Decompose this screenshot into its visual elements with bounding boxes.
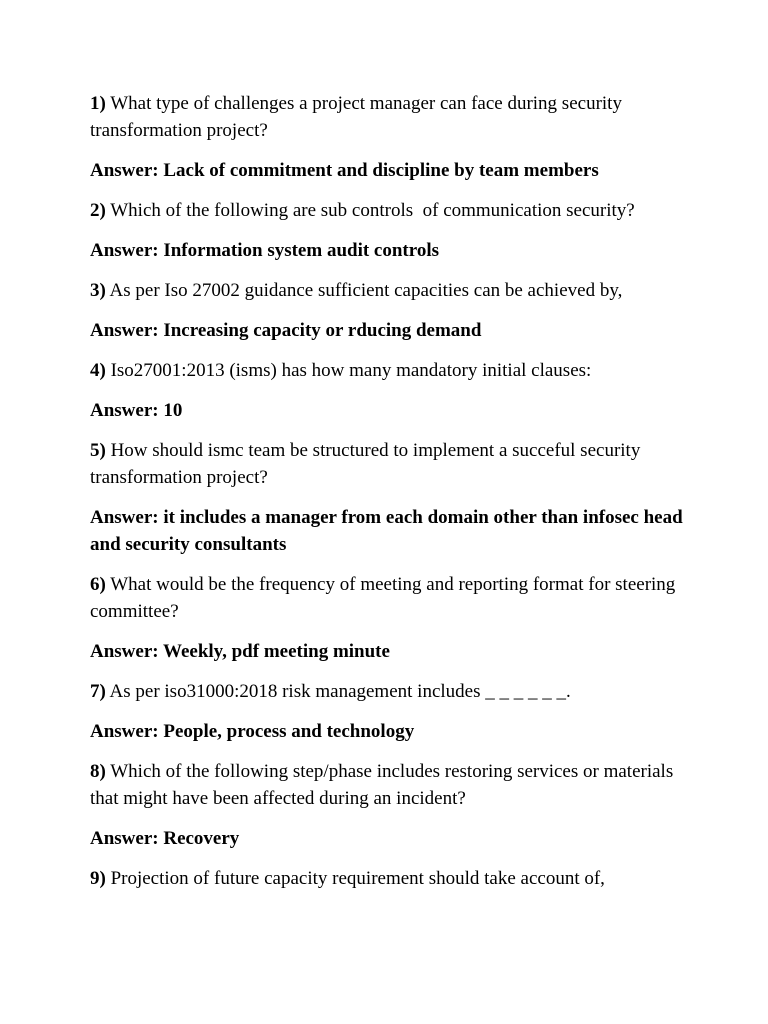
question-text: As per iso31000:2018 risk management includes _ _ _ _ _ _. <box>109 681 571 702</box>
question-9 <box>90 865 690 892</box>
question-number: 5) <box>90 440 106 461</box>
answer-6: Answer: Weekly, pdf meeting minute <box>90 641 390 662</box>
question-text: Iso27001:2013 (isms) has how many mandatory initial clauses: <box>110 360 592 381</box>
question-6 <box>90 571 690 625</box>
question-1 <box>90 90 690 144</box>
question-text: Projection of future capacity requirement should take account of, <box>110 868 605 889</box>
question-number: 1) <box>90 93 106 114</box>
question-number: 6) <box>90 574 106 595</box>
question-number: 3) <box>90 280 106 301</box>
question-text: Which of the following are sub controls of communication security? <box>110 200 635 221</box>
question-number: 8) <box>90 761 106 782</box>
question-text: What type of challenges a project manager can face during security transformation project? <box>90 93 622 141</box>
question-2 <box>90 197 690 224</box>
answer-2: Answer: Information system audit controls <box>90 240 440 261</box>
question-number: 2) <box>90 200 106 221</box>
question-text: As per Iso 27002 guidance sufficient capacities can be achieved by, <box>109 280 623 301</box>
question-text: How should ismc team be structured to implement a succeful security transformation project? <box>90 440 641 488</box>
answer-5: Answer: it includes a manager from each domain other than infosec head and security consultants <box>90 507 683 555</box>
answer-7: Answer: People, process and technology <box>90 721 415 742</box>
answer-4: Answer: 10 <box>90 400 183 421</box>
question-5 <box>90 437 690 491</box>
question-8 <box>90 758 690 812</box>
question-4 <box>90 357 690 384</box>
document-page <box>90 90 690 905</box>
answer-8: Answer: Recovery <box>90 828 240 849</box>
question-number: 7) <box>90 681 106 702</box>
answer-1: Answer: Lack of commitment and discipline by team members <box>90 160 599 181</box>
question-3 <box>90 277 690 304</box>
question-7 <box>90 678 690 705</box>
question-text: What would be the frequency of meeting and reporting format for steering committee? <box>90 574 676 622</box>
question-number: 9) <box>90 868 106 889</box>
question-number: 4) <box>90 360 106 381</box>
question-text: Which of the following step/phase includes restoring services or materials that might have been affected during an incident? <box>90 761 674 809</box>
answer-3: Answer: Increasing capacity or rducing demand <box>90 320 482 341</box>
